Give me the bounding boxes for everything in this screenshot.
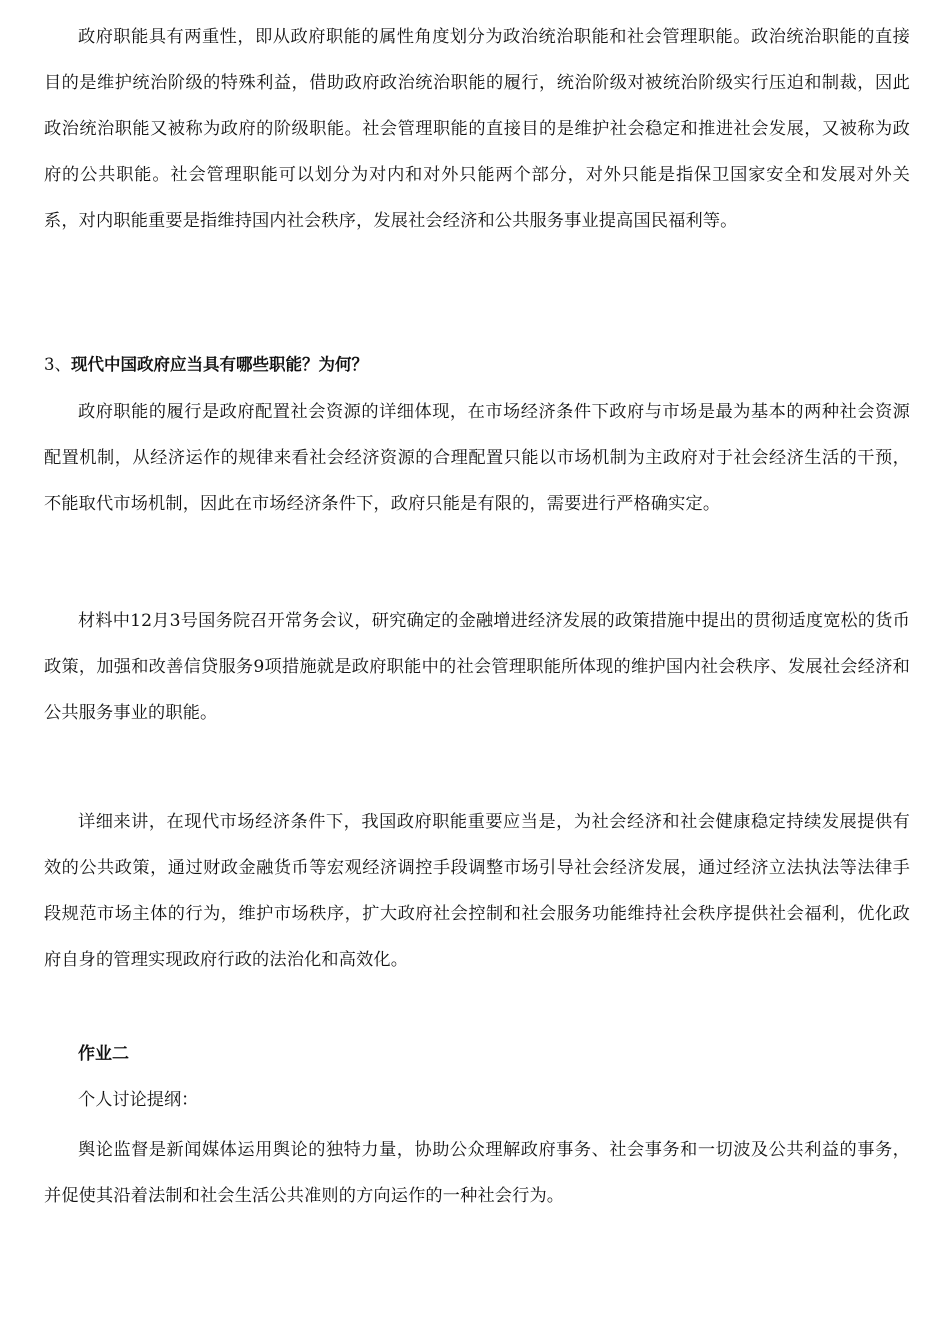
question-3-text: 现代中国政府应当具有哪些职能？为何？ [71, 355, 368, 374]
outline-label: 个人讨论提纲： [78, 1090, 199, 1110]
paragraph-modern-government-functions: 详细来讲，在现代市场经济条件下，我国政府职能重要应当是，为社会经济和社会健康稳定持续发展提供有效的公共政策，通过财政金融货币等宏观经济调控手段调整市场引导社会经济发展，通过经济立法执法等法律手段规范市场主体的行为，维护市场秩序，扩大政府社会控制和社会服务功能维持社会秩序提供社会福利，优化政府自身的管理实现政府行政的法治化和高效化。 [44, 812, 910, 970]
paragraph-state-council-measures: 材料中12月3号国务院召开常务会议，研究确定的金融增进经济发展的政策措施中提出的贯彻适度宽松的货币政策，加强和改善信贷服务9项措施就是政府职能中的社会管理职能所体现的维护国内社会秩序、发展社会经济和公共服务事业的职能。 [44, 611, 910, 723]
paragraph-government-functions-duality: 政府职能具有两重性，即从政府职能的属性角度划分为政治统治职能和社会管理职能。政治统治职能的直接目的是维护统治阶级的特殊利益，借助政府政治统治职能的履行，统治阶级对被统治阶级实行压迫和制裁，因此政治统治职能又被称为政府的阶级职能。社会管理职能的直接目的是维护社会稳定和推进社会发展，又被称为政府的公共职能。社会管理职能可以划分为对内和对外只能两个部分，对外只能是指保卫国家安全和发展对外关系，对内职能重要是指维持国内社会秩序，发展社会经济和公共服务事业提高国民福利等。 [44, 27, 910, 231]
question-3-heading [44, 350, 368, 380]
assignment-two-title: 作业二 [78, 1044, 129, 1064]
question-3-number: 3、 [44, 355, 71, 374]
paragraph-resource-allocation: 政府职能的履行是政府配置社会资源的详细体现，在市场经济条件下政府与市场是最为基本的两种社会资源配置机制，从经济运作的规律来看社会经济资源的合理配置只能以市场机制为主政府对于社会经济生活的干预，不能取代市场机制，因此在市场经济条件下，政府只能是有限的，需要进行严格确实定。 [44, 402, 910, 514]
paragraph-public-opinion-supervision: 舆论监督是新闻媒体运用舆论的独特力量，协助公众理解政府事务、社会事务和一切波及公共利益的事务，并促使其沿着法制和社会生活公共准则的方向运作的一种社会行为。 [44, 1140, 910, 1206]
